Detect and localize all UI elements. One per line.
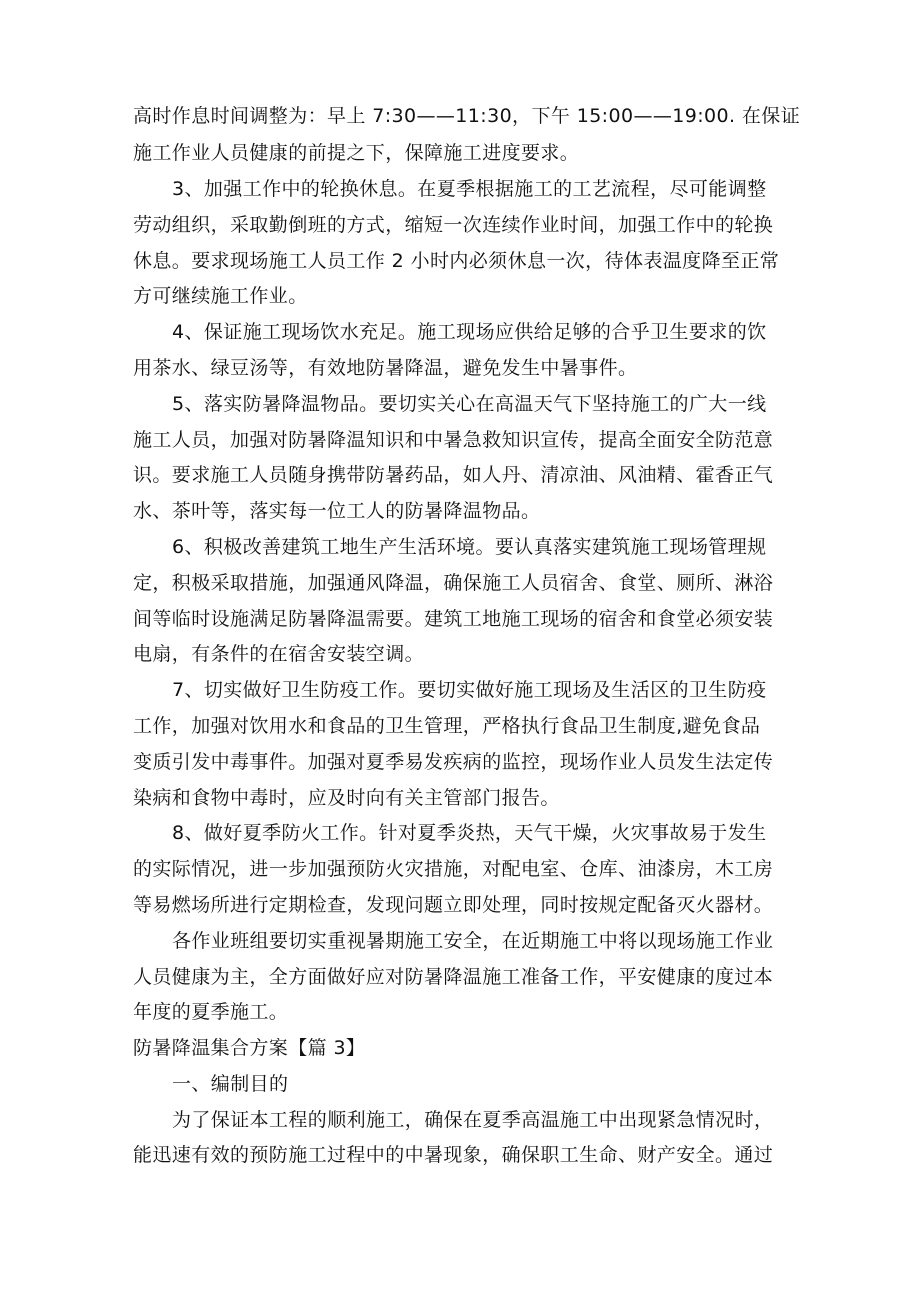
text-line: 水、茶叶等，落实每一位工人的防暑降温物品。 [133,500,541,522]
text-line: 休息。要求现场施工人员工作 2 小时内必须休息一次，待体表温度降至正常 [133,250,780,272]
text-line: 3、加强工作中的轮换休息。在夏季根据施工的工艺流程，尽可能调整 [172,178,767,200]
text-line: 5、落实防暑降温物品。要切实关心在高温天气下坚持施工的广大一线 [172,393,767,415]
text-line: 用茶水、绿豆汤等，有效地防暑降温，避免发生中暑事件。 [133,357,638,379]
text-line: 4、保证施工现场饮水充足。施工现场应供给足够的合乎卫生要求的饮 [172,321,767,343]
text-line: 施工作业人员健康的前提之下，保障施工进度要求。 [133,142,580,164]
text-line: 6、积极改善建筑工地生产生活环境。要认真落实建筑施工现场管理规 [172,536,767,558]
text-line: 工作，加强对饮用水和食品的卫生管理，严格执行食品卫生制度,避免食品 [133,715,761,737]
text-line: 施工人员，加强对防暑降温知识和中暑急救知识宣传，提高全面安全防范意 [133,429,774,451]
text-line: 定，积极采取措施，加强通风降温，确保施工人员宿舍、食堂、厕所、淋浴 [133,572,774,594]
text-line: 等易燃场所进行定期检查，发现问题立即处理，同时按规定配备灭火器材。 [133,894,774,916]
text-line: 年度的夏季施工。 [133,1001,289,1023]
text-line: 染病和食物中毒时，应及时向有关主管部门报告。 [133,787,560,809]
text-line: 劳动组织，采取勤倒班的方式，缩短一次连续作业时间，加强工作中的轮换 [133,214,774,236]
text-line: 8、做好夏季防火工作。针对夏季炎热，天气干燥，火灾事故易于发生 [172,822,767,844]
text-line: 能迅速有效的预防施工过程中的中暑现象，确保职工生命、财产安全。通过 [133,1144,774,1166]
text-line: 各作业班组要切实重视暑期施工安全，在近期施工中将以现场施工作业 [172,930,774,952]
text-line: 间等临时设施满足防暑降温需要。建筑工地施工现场的宿舍和食堂必须安装 [133,608,774,630]
text-line: 的实际情况，进一步加强预防火灾措施，对配电室、仓库、油漆房，木工房 [133,858,774,880]
text-line: 识。要求施工人员随身携带防暑药品，如人丹、清凉油、风油精、霍香正气 [133,464,774,486]
text-line: 变质引发中毒事件。加强对夏季易发疾病的监控，现场作业人员发生法定传 [133,751,774,773]
section-heading: 防暑降温集合方案【篇 3】 [133,1037,366,1059]
text-line: 人员健康为主，全方面做好应对防暑降温施工准备工作，平安健康的度过本 [133,966,774,988]
text-line: 电扇，有条件的在宿舍安装空调。 [133,643,425,665]
text-line: 7、切实做好卫生防疫工作。要切实做好施工现场及生活区的卫生防疫 [172,679,767,701]
text-line: 高时作息时间调整为：早上 7:30——11:30，下午 15:00——19:00. 在保证 [133,105,801,127]
text-line: 为了保证本工程的顺利施工，确保在夏季高温施工中出现紧急情况时， [172,1109,774,1131]
subsection-heading: 一、编制目的 [172,1073,289,1095]
text-line: 方可继续施工作业。 [133,285,308,307]
